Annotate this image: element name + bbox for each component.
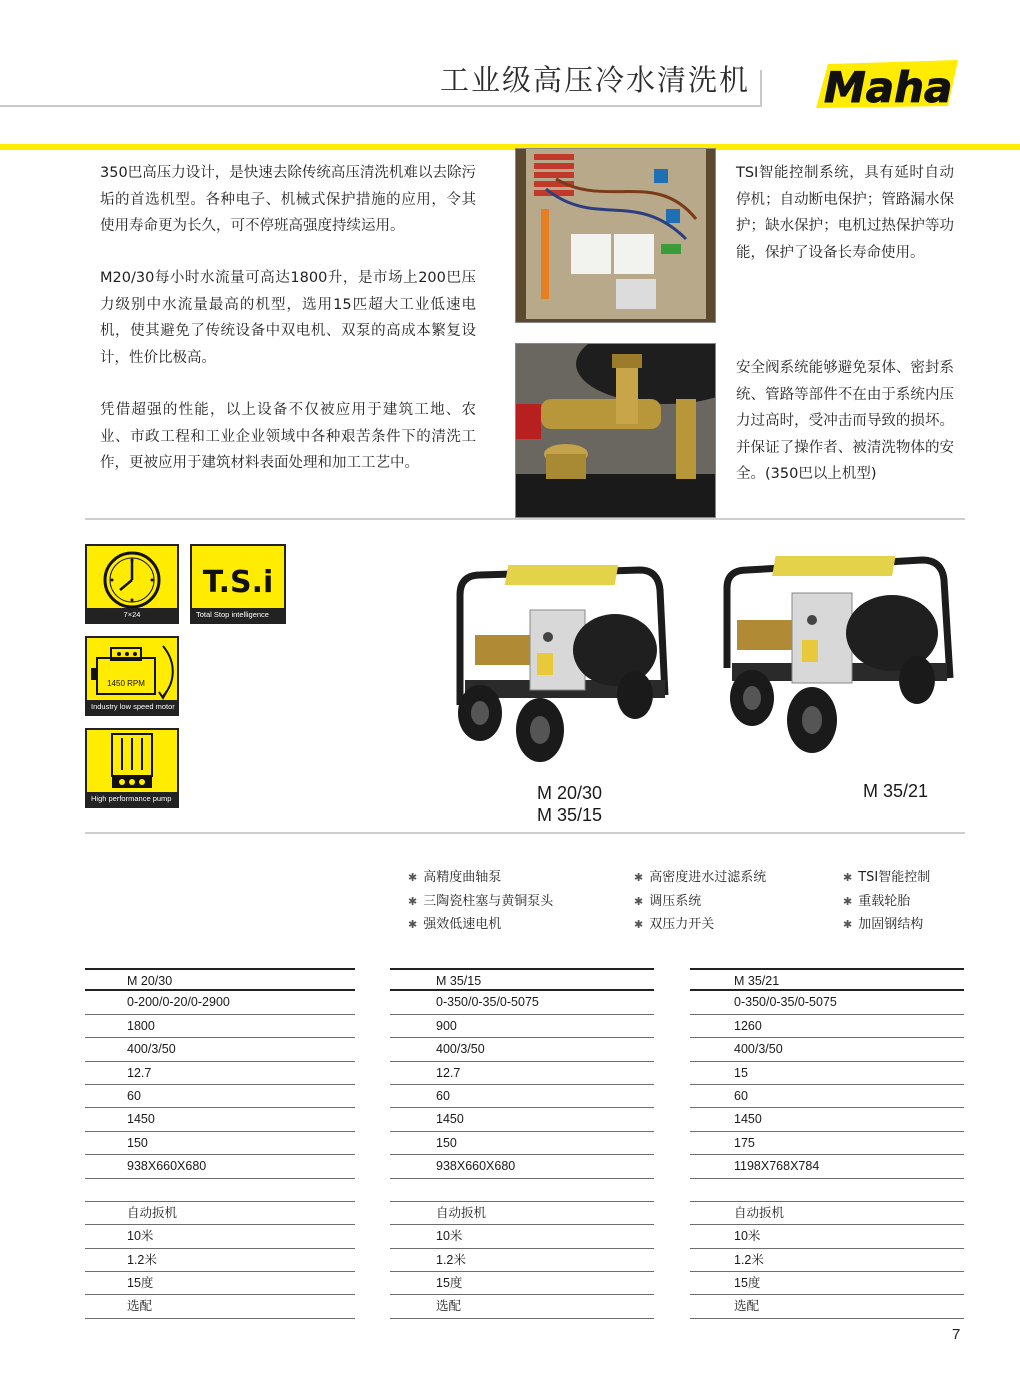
bullet-icon: ✱	[408, 918, 418, 931]
svg-text:T.S.i: T.S.i	[202, 565, 274, 600]
safety-valve-photo	[515, 343, 716, 518]
bullet-icon: ✱	[634, 871, 644, 884]
spec-table-row: 1.2米	[390, 1249, 654, 1272]
feature-list-3	[843, 866, 930, 937]
spec-table-row: 938X660X680	[85, 1155, 355, 1178]
feature-item: ✱ 加固钢结构	[843, 917, 924, 932]
spec-table-m35-21	[690, 968, 964, 1319]
feature-item: ✱ 三陶瓷柱塞与黄铜泵头	[408, 893, 554, 909]
spec-table-row: 10米	[690, 1225, 964, 1248]
spec-table-row: 150	[390, 1132, 654, 1155]
spec-table-row: 400/3/50	[690, 1038, 964, 1061]
bullet-icon: ✱	[634, 894, 644, 908]
feature-item: ✱ 高密度进水过滤系统	[634, 870, 767, 885]
spec-table-row: 938X660X680	[390, 1155, 654, 1178]
spec-table-row: 自动扳机	[690, 1202, 964, 1225]
pump-icon	[87, 730, 177, 794]
spec-table-row: 1800	[85, 1015, 355, 1038]
spec-table-row: 0-200/0-20/0-2900	[85, 991, 355, 1014]
spec-table-row: 150	[85, 1132, 355, 1155]
spec-table-row: 12.7	[390, 1062, 654, 1085]
model-label-m35-21: M 35/21	[863, 781, 929, 801]
tsi-logo	[192, 546, 284, 610]
badge-pump	[85, 728, 179, 808]
spec-table-row: 15	[690, 1062, 964, 1085]
badge-tsi	[190, 544, 286, 624]
maha-logo	[808, 50, 968, 120]
feature-item: ✱ 双压力开关	[634, 917, 715, 932]
spec-table-row: 1450	[390, 1108, 654, 1131]
safety-valve-description: 安全阀系统能够避免泵体、密封系统、管路等部件不在由于系统内压力过高时，受冲击而导致的损坏。并保证了操作者、被清洗物体的安全。(350巴以上机型)	[736, 360, 954, 482]
spec-table-row: 选配	[690, 1295, 964, 1318]
spec-table-row: 15度	[690, 1272, 964, 1295]
spec-table-row: 15度	[390, 1272, 654, 1295]
spec-table-header: M 35/15	[390, 968, 654, 991]
intro-paragraph-1: 350巴高压力设计，是快速去除传统高压清洗机难以去除污垢的首选机型。各种电子、机械式保护措施的应用，令其使用寿命更为长久，可不停班高强度持续运用。	[100, 165, 476, 234]
page-number: 7	[952, 1326, 961, 1343]
badge-caption: High performance pump	[87, 792, 177, 806]
svg-text:1450 RPM: 1450 RPM	[107, 679, 145, 688]
feature-item: ✱ 强效低速电机	[408, 917, 502, 932]
spec-table-row: 1450	[85, 1108, 355, 1131]
tsi-description: TSI智能控制系统，具有延时自动停机；自动断电保护；管路漏水保护；缺水保护；电机过热保护等功能，保护了设备长寿命使用。	[736, 165, 954, 261]
section-divider-2	[85, 832, 965, 834]
spec-table-row	[390, 1179, 654, 1202]
bullet-icon: ✱	[843, 871, 853, 884]
spec-table-row: 自动扳机	[390, 1202, 654, 1225]
spec-table-row: 0-350/0-35/0-5075	[690, 991, 964, 1014]
spec-table-row: 1.2米	[690, 1249, 964, 1272]
control-box-photo	[515, 148, 716, 323]
spec-table-header: M 20/30	[85, 968, 355, 991]
feature-item: ✱ 重载轮胎	[843, 893, 911, 909]
model-label-m20-30: M 20/30	[537, 783, 603, 803]
spec-table-row	[690, 1179, 964, 1202]
spec-table-row: 900	[390, 1015, 654, 1038]
spec-table-row: 15度	[85, 1272, 355, 1295]
badge-caption: Total Stop intelligence	[192, 608, 284, 622]
clock-icon	[87, 546, 177, 610]
machine-m20-30-image	[440, 555, 685, 775]
badge-caption: 7×24	[87, 608, 177, 622]
section-divider-1	[85, 518, 965, 520]
bullet-icon: ✱	[843, 918, 853, 931]
intro-paragraph-3: 凭借超强的性能，以上设备不仅被应用于建筑工地、农业、市政工程和工业企业领域中各种艰苦条件下的清洗工作，更被应用于建筑材料表面处理和加工工艺中。	[100, 402, 476, 471]
spec-table-row: 自动扳机	[85, 1202, 355, 1225]
spec-table-row: 400/3/50	[85, 1038, 355, 1061]
spec-table-row: 12.7	[85, 1062, 355, 1085]
spec-table-row: 1450	[690, 1108, 964, 1131]
badge-24-7	[85, 544, 179, 624]
spec-table-row: 10米	[390, 1225, 654, 1248]
bullet-icon: ✱	[408, 894, 418, 908]
header-divider	[0, 105, 760, 107]
machine-m35-21-image	[712, 548, 962, 768]
spec-table-row: 选配	[85, 1295, 355, 1318]
spec-table-row: 60	[690, 1085, 964, 1108]
badge-caption: Industry low speed motor	[87, 700, 177, 714]
spec-table-row: 400/3/50	[390, 1038, 654, 1061]
spec-table-row: 10米	[85, 1225, 355, 1248]
spec-table-row: 1260	[690, 1015, 964, 1038]
logo-text: Maha	[824, 63, 953, 112]
bullet-icon: ✱	[408, 871, 418, 884]
feature-list-2	[634, 866, 766, 937]
header-vertical-divider	[760, 70, 762, 107]
bullet-icon: ✱	[843, 894, 853, 908]
intro-paragraph-2: M20/30每小时水流量可高达1800升，是市场上200巴压力级别中水流量最高的机型，选用15匹超大工业低速电机，使其避免了传统设备中双电机、双泵的高成本繁复设计，性价比极高。	[100, 270, 476, 366]
spec-table-row: 1198X768X784	[690, 1155, 964, 1178]
spec-table-m35-15	[390, 968, 654, 1319]
bullet-icon: ✱	[634, 918, 644, 931]
spec-table-row	[85, 1179, 355, 1202]
page-title: 工业级高压冷水清洗机	[440, 63, 751, 97]
feature-item: ✱ 高精度曲轴泵	[408, 870, 502, 885]
badge-motor	[85, 636, 179, 716]
spec-table-header: M 35/21	[690, 968, 964, 991]
model-label-m35-15: M 35/15	[537, 805, 603, 825]
spec-table-row: 60	[390, 1085, 654, 1108]
spec-table-row: 175	[690, 1132, 964, 1155]
spec-table-m20-30	[85, 968, 355, 1319]
spec-table-row: 选配	[390, 1295, 654, 1318]
accent-band	[0, 144, 1020, 150]
feature-item: ✱ 调压系统	[634, 893, 702, 909]
feature-list-1	[408, 866, 553, 937]
spec-table-row: 60	[85, 1085, 355, 1108]
spec-table-row: 0-350/0-35/0-5075	[390, 991, 654, 1014]
spec-table-row: 1.2米	[85, 1249, 355, 1272]
feature-item: ✱ TSI智能控制	[843, 870, 931, 885]
motor-icon	[87, 638, 177, 702]
